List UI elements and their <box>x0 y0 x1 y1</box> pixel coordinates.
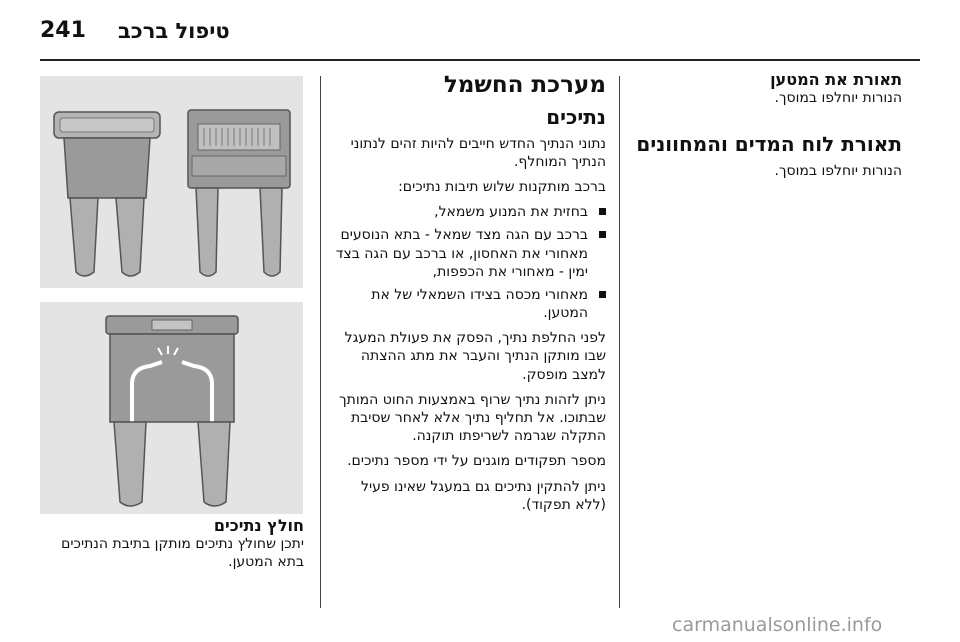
fuse-box-list <box>330 203 606 322</box>
trunk-light-text: הנורות יוחלפו במוסך. <box>774 90 902 107</box>
middle-column <box>330 72 606 521</box>
paragraph-multiple-functions: מספר תפקודים מוגנים על ידי מספר נתיכים. <box>347 453 606 470</box>
page-number: 241 <box>40 18 86 43</box>
fuses-intro: נתוני הנתיך החדש חייבים להיות זהים לנתוני הנתיך המוחלף. <box>350 135 606 170</box>
list-item: בחזית את המנוע משמאל, <box>330 203 606 221</box>
bullet-square-icon <box>599 231 606 238</box>
column-divider-right <box>619 76 620 608</box>
fuse-puller-heading: חולץ נתיכים <box>213 516 304 535</box>
fuse-illustration-bottom <box>40 302 303 514</box>
page-title: טיפול ברכב <box>118 19 230 43</box>
bullet-square-icon <box>599 291 606 298</box>
paragraph-before-replace: לפני החלפת נתיך, הפסק את פעולת המעגל שבו מותקן הנתיך והעבר את מתג ההצתה למצב מופסק. <box>344 330 606 383</box>
watermark: carmanualsonline.info <box>672 614 883 636</box>
paragraph-blown-fuse: ניתן לזהות נתיך שרוף באמצעות החוט המותך שבתוכו. אל תחליף נתיך אלא לאחר שסיבת התקלה שגרמה לשריפתו תוקנה. <box>339 391 606 445</box>
right-column <box>632 70 902 181</box>
blown-fuse-icon <box>40 302 303 514</box>
fuses-subtitle: נתיכים <box>546 104 606 129</box>
column-divider-left <box>320 76 321 608</box>
instrument-panel-heading: תאורת לוח המדים והמחוונים <box>636 132 902 157</box>
left-column <box>40 516 304 572</box>
section-title: מערכת החשמל <box>443 72 606 98</box>
fuse-puller-text: יתכן שחולץ נתיכים מותקן בתיבת הנתיכים בתא המטען. <box>61 536 304 571</box>
bullet-square-icon <box>599 208 606 215</box>
fuse-boxes-intro: ברכב מותקנות שלוש תיבות נתיכים: <box>398 178 606 195</box>
fuse-side-view-icon <box>40 76 303 288</box>
header-rule <box>40 59 920 61</box>
paragraph-inactive-circuit: ניתן להתקין נתיכים גם במעגל שאינו פעיל (ללא תפקוד). <box>361 478 606 513</box>
trunk-light-heading: תאורת את המטען <box>770 70 902 89</box>
list-item: מאחורי מכסה בצידו השמאלי של את המטען. <box>330 286 606 322</box>
fuse-illustration-top <box>40 76 303 288</box>
list-item: ברכב עם הגה מצד שמאל - בתא הנוסעים מאחורי את האחסון, או ברכב עם הגה בצד ימין - מאחורי את הכפפות, <box>330 226 606 281</box>
instrument-panel-text: הנורות יוחלפו במוסך. <box>774 163 902 180</box>
page-header <box>0 0 960 62</box>
